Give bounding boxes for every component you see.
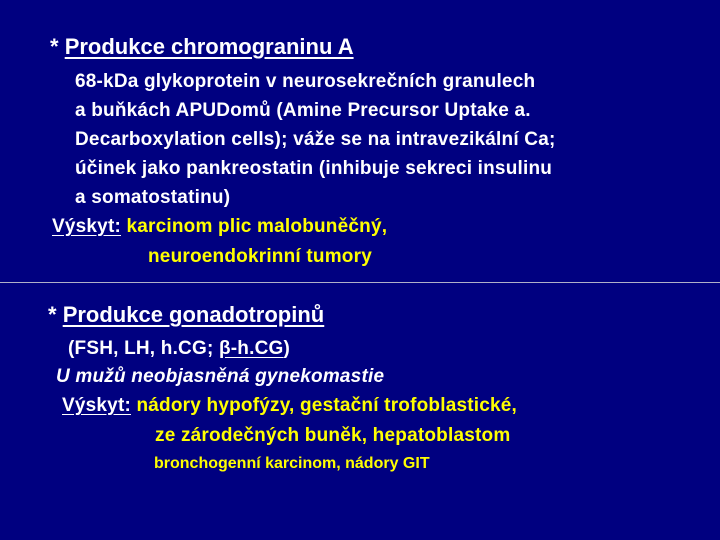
section-divider [0,282,720,283]
occurrence-label: Výskyt: [62,395,131,416]
section1-line: Decarboxylation cells); váže se na intravezikální Ca; [75,129,556,150]
section1-heading [50,34,354,60]
section1-line: a buňkách APUDomů (Amine Precursor Uptake a. [75,100,531,121]
section2-heading [48,302,324,328]
men-line: U mužů neobjasněná gynekomastie [56,366,385,387]
section1-title: Produkce chromograninu A [64,34,354,59]
hormones-line [68,334,290,363]
occurrence-value: ze zárodečných buněk, hepatoblastom [155,425,511,446]
occurrence-value: neuroendokrinní tumory [148,246,372,267]
hormones-prefix: (FSH, LH, h.CG; [68,338,219,359]
section1-line: 68-kDa glykoprotein v neurosekrečních granulech [75,71,536,92]
beta-hcg-term: β-h.CG [218,338,284,359]
section2-title: Produkce gonadotropinů [62,302,325,327]
section1-line: a somatostatinu) [75,187,231,208]
occurrence-extra: bronchogenní karcinom, nádory GIT [154,455,430,472]
hormones-suffix: ) [283,338,291,359]
bullet-marker: * [48,302,57,327]
section1-line: účinek jako pankreostatin (inhibuje sekreci insulinu [75,158,553,179]
section1-occurrence [52,212,387,241]
occurrence-value: nádory hypofýzy, gestační trofoblastické, [136,395,518,416]
occurrence-label: Výskyt: [52,216,121,237]
section1-description [75,67,556,212]
bullet-marker: * [50,34,59,59]
section2-occurrence [62,391,517,420]
occurrence-value: karcinom plic malobuněčný, [126,216,388,237]
